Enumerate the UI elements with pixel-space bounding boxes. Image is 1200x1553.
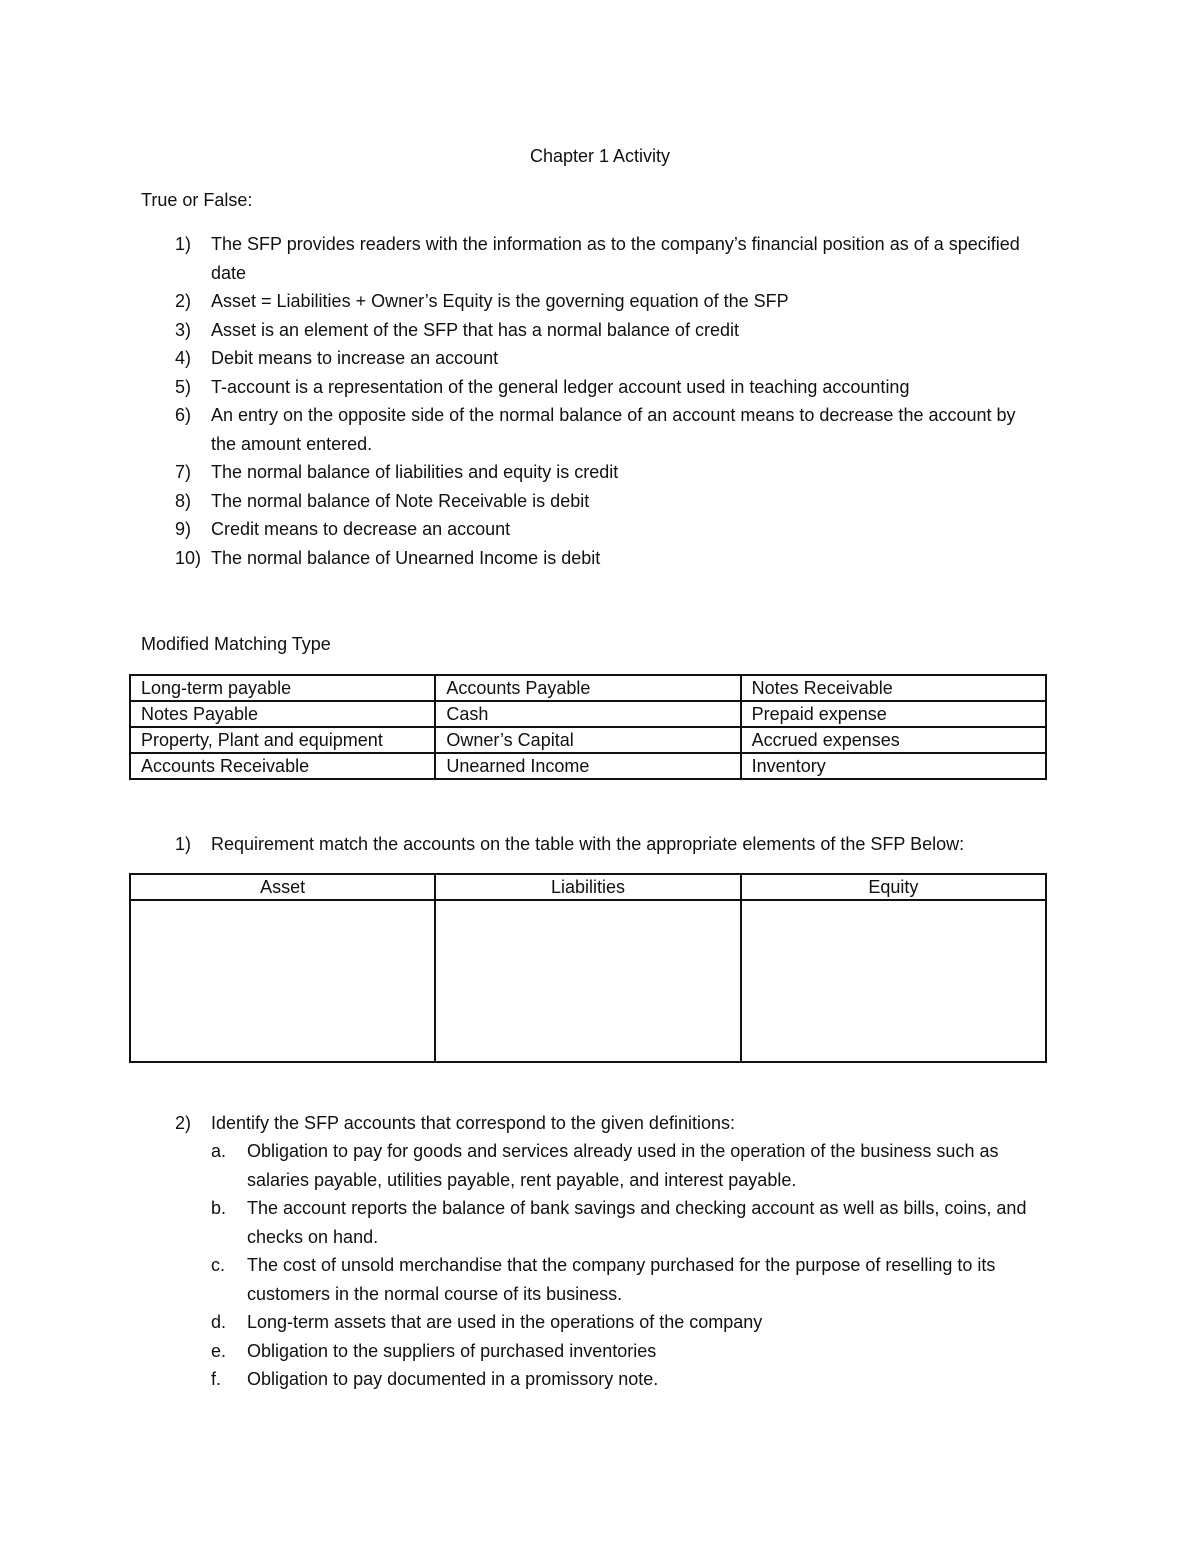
definitions-list <box>211 1137 1061 1394</box>
table-row <box>130 701 1046 727</box>
requirement-number: 2) <box>175 1113 192 1133</box>
item-text: Long-term assets that are used in the operations of the company <box>247 1312 763 1332</box>
list-item <box>141 373 1041 402</box>
item-text: Asset = Liabilities + Owner’s Equity is the governing equation of the SFP <box>211 291 789 311</box>
table-row <box>130 900 1046 1062</box>
table-cell: Owner’s Capital <box>435 727 740 753</box>
list-item <box>211 1308 1061 1337</box>
true-false-heading: True or False: <box>141 190 253 210</box>
list-item <box>141 230 1041 287</box>
item-letter: d. <box>211 1312 227 1332</box>
item-text: An entry on the opposite side of the normal balance of an account means to decrease the account by the amount entered. <box>211 405 1016 454</box>
list-item <box>141 515 1041 544</box>
list-item <box>141 287 1041 316</box>
item-number: 2) <box>175 291 192 311</box>
item-text: The normal balance of liabilities and equity is credit <box>211 462 619 482</box>
requirement-number: 1) <box>175 834 192 854</box>
column-header-liabilities: Liabilities <box>435 874 740 900</box>
item-number: 7) <box>175 462 192 482</box>
item-text: The cost of unsold merchandise that the company purchased for the purpose of reselling to its customers in the normal course of its business. <box>247 1255 996 1304</box>
matching-heading: Modified Matching Type <box>141 634 331 654</box>
list-item <box>211 1194 1061 1251</box>
list-item <box>211 1365 1061 1394</box>
item-text: Asset is an element of the SFP that has a normal balance of credit <box>211 319 739 340</box>
item-text: Obligation to the suppliers of purchased inventories <box>247 1340 657 1361</box>
item-text: Obligation to pay documented in a promissory note. <box>247 1369 659 1389</box>
item-number: 5) <box>175 376 192 397</box>
table-cell: Unearned Income <box>435 753 740 779</box>
item-text: Obligation to pay for goods and services already used in the operation of the business such as salaries payable, utilities payable, rent payable, and interest payable. <box>247 1141 999 1190</box>
table-cell: Notes Payable <box>130 701 435 727</box>
item-text: The SFP provides readers with the information as to the company’s financial position as of a specified date <box>211 234 1020 283</box>
matching-table <box>129 674 1047 780</box>
item-number: 8) <box>175 490 192 511</box>
item-text: T-account is a representation of the general ledger account used in teaching accounting <box>211 376 910 397</box>
item-text: The normal balance of Note Receivable is debit <box>211 490 590 511</box>
table-cell: Accounts Payable <box>435 675 740 701</box>
list-item <box>211 1137 1061 1194</box>
table-cell: Cash <box>435 701 740 727</box>
column-header-asset: Asset <box>130 874 435 900</box>
item-text: The account reports the balance of bank savings and checking account as well as bills, coins, and checks on hand. <box>247 1198 1027 1247</box>
table-row <box>130 727 1046 753</box>
item-number: 6) <box>175 405 192 425</box>
list-item <box>211 1251 1061 1308</box>
page-title: Chapter 1 Activity <box>529 146 671 166</box>
item-number: 4) <box>175 348 192 368</box>
table-cell: Notes Receivable <box>741 675 1046 701</box>
item-number: 1) <box>175 234 192 254</box>
requirement-text: Requirement match the accounts on the table with the appropriate elements of the SFP Below: <box>211 834 965 854</box>
item-text: Credit means to decrease an account <box>211 519 511 539</box>
list-item <box>211 1337 1061 1366</box>
equity-answer-cell[interactable] <box>741 900 1046 1062</box>
list-item <box>141 316 1041 345</box>
table-header-row <box>130 874 1046 900</box>
sfp-elements-table <box>129 873 1047 1063</box>
liabilities-answer-cell[interactable] <box>435 900 740 1062</box>
item-letter: e. <box>211 1340 227 1361</box>
list-item <box>141 458 1041 487</box>
item-letter: b. <box>211 1198 227 1218</box>
asset-answer-cell[interactable] <box>130 900 435 1062</box>
column-header-equity: Equity <box>741 874 1046 900</box>
item-letter: c. <box>211 1255 226 1275</box>
item-text: The normal balance of Unearned Income is debit <box>211 547 601 568</box>
item-letter: a. <box>211 1141 227 1161</box>
true-false-list <box>141 230 1041 572</box>
list-item <box>141 401 1041 458</box>
list-item <box>141 544 1041 573</box>
list-item <box>141 344 1041 373</box>
table-cell: Accounts Receivable <box>130 753 435 779</box>
table-cell: Long-term payable <box>130 675 435 701</box>
table-cell: Accrued expenses <box>741 727 1046 753</box>
table-row <box>130 753 1046 779</box>
item-number: 10) <box>175 547 202 568</box>
item-text: Debit means to increase an account <box>211 348 499 368</box>
item-number: 9) <box>175 519 192 539</box>
table-cell: Property, Plant and equipment <box>130 727 435 753</box>
table-row <box>130 675 1046 701</box>
item-number: 3) <box>175 319 192 340</box>
list-item <box>141 487 1041 516</box>
requirement-text: Identify the SFP accounts that correspond to the given definitions: <box>211 1113 735 1133</box>
table-cell: Prepaid expense <box>741 701 1046 727</box>
item-letter: f. <box>211 1369 222 1389</box>
table-cell: Inventory <box>741 753 1046 779</box>
